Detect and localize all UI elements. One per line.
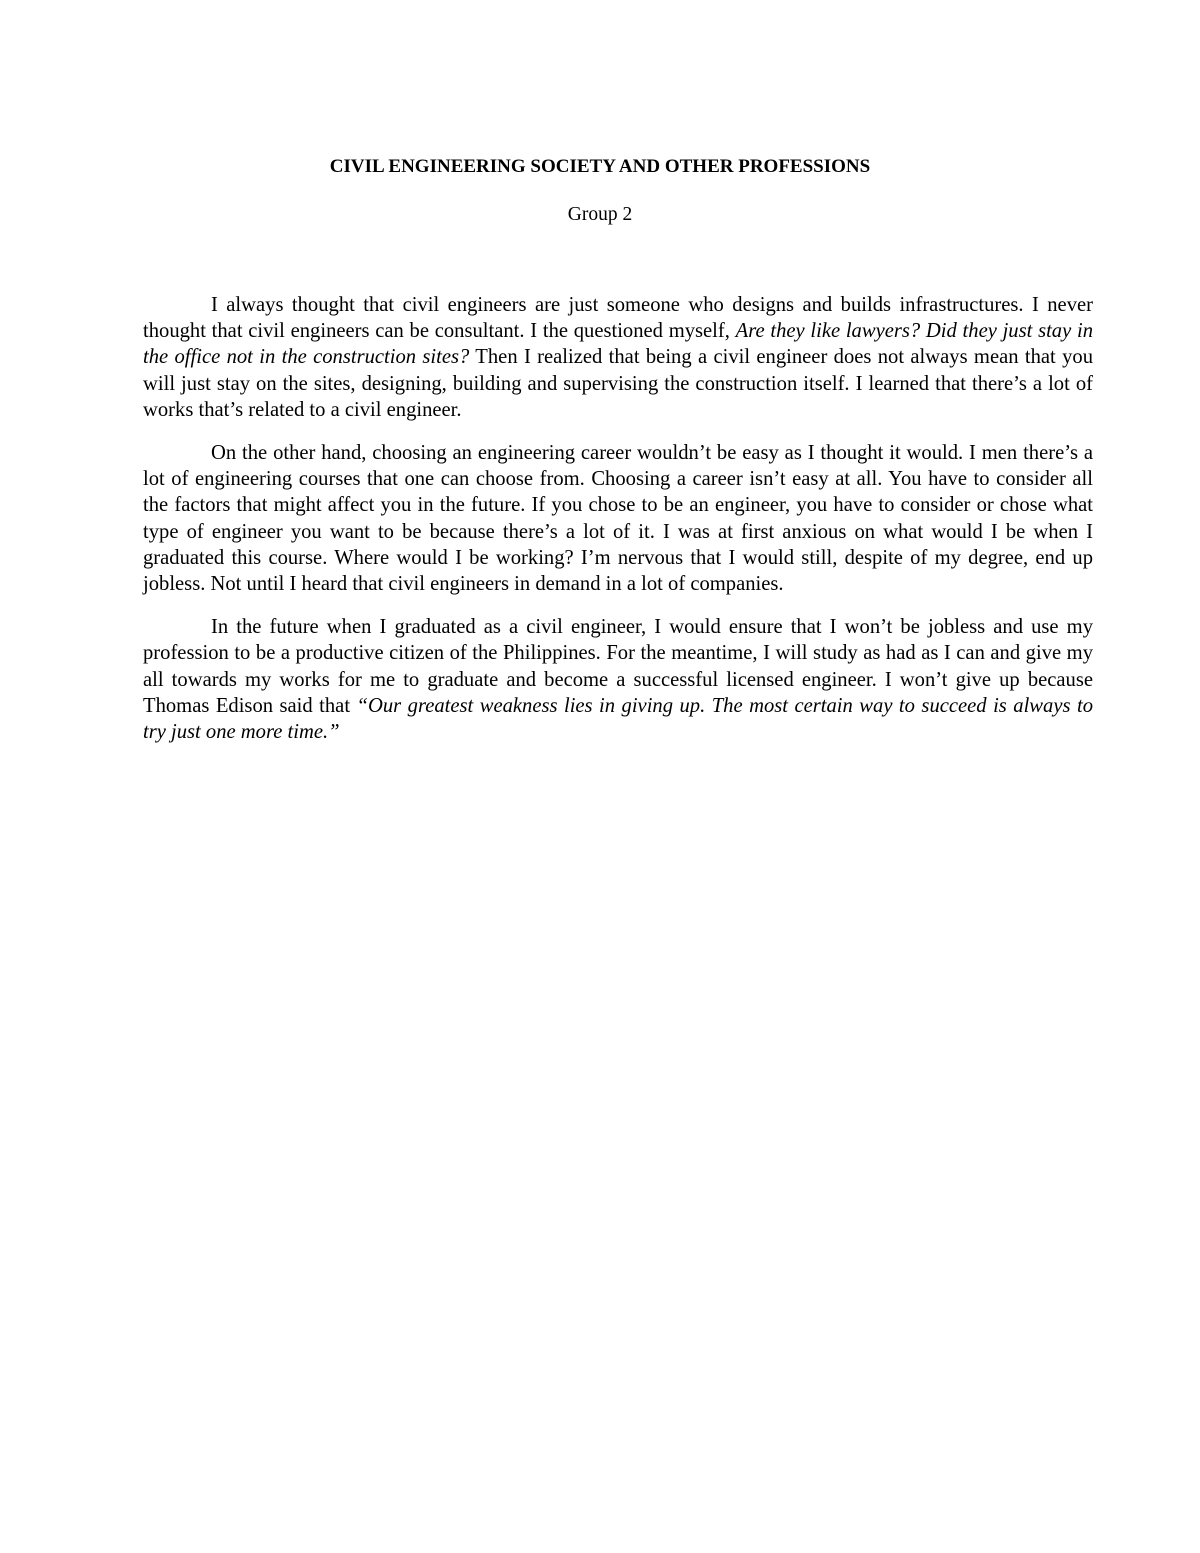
paragraph-1 xyxy=(143,292,1093,423)
paragraph-3 xyxy=(143,614,1093,745)
paragraph-1-text-start: I always thought that civil engineers are just someone who designs and builds infrastructures. I never thought that civil engineers can be consultant. I the questioned myself, xyxy=(143,294,1093,343)
paragraph-3-italic-quote: “Our greatest weakness lies in giving up. The most certain way to succeed is always to try just one more time.” xyxy=(143,694,1093,744)
paragraph-1-italic-question: Are they like lawyers? Did they just stay in the office not in the construction sites? xyxy=(143,320,1093,369)
paragraph-1-text-end: Then I realized that being a civil engineer does not always mean that you will just stay on the sites, designing, building and supervising the construction itself. I learned that there’s a lot of works that’s related to a civil engineer. xyxy=(143,346,1093,421)
document-subtitle: Group 2 xyxy=(567,204,633,225)
paragraph-2: On the other hand, choosing an engineering career wouldn’t be easy as I thought it would. I men there’s a lot of engineering courses that one can choose from. Choosing a career isn’t easy at all. You have to consider all the factors that might affect you in the future. If you chose to be an engineer, you have to consider or chose what type of engineer you want to be because there’s a lot of it. I was at first anxious on what would I be when I graduated this course. Where would I be working? I’m nervous that I would still, despite of my degree, end up jobless. Not until I heard that civil engineers in demand in a lot of companies. xyxy=(143,442,1093,596)
paragraph-3-text: In the future when I graduated as a civil engineer, I would ensure that I won’t be jobless and use my profession to be a productive citizen of the Philippines. For the meantime, I will study as had as I can and give my all towards my works for me to graduate and become a successful licensed engineer. I won’t give up because Thomas Edison said that xyxy=(143,616,1093,717)
document-body xyxy=(143,292,1093,762)
document-title: CIVIL ENGINEERING SOCIETY AND OTHER PROFESSIONS xyxy=(329,156,871,177)
